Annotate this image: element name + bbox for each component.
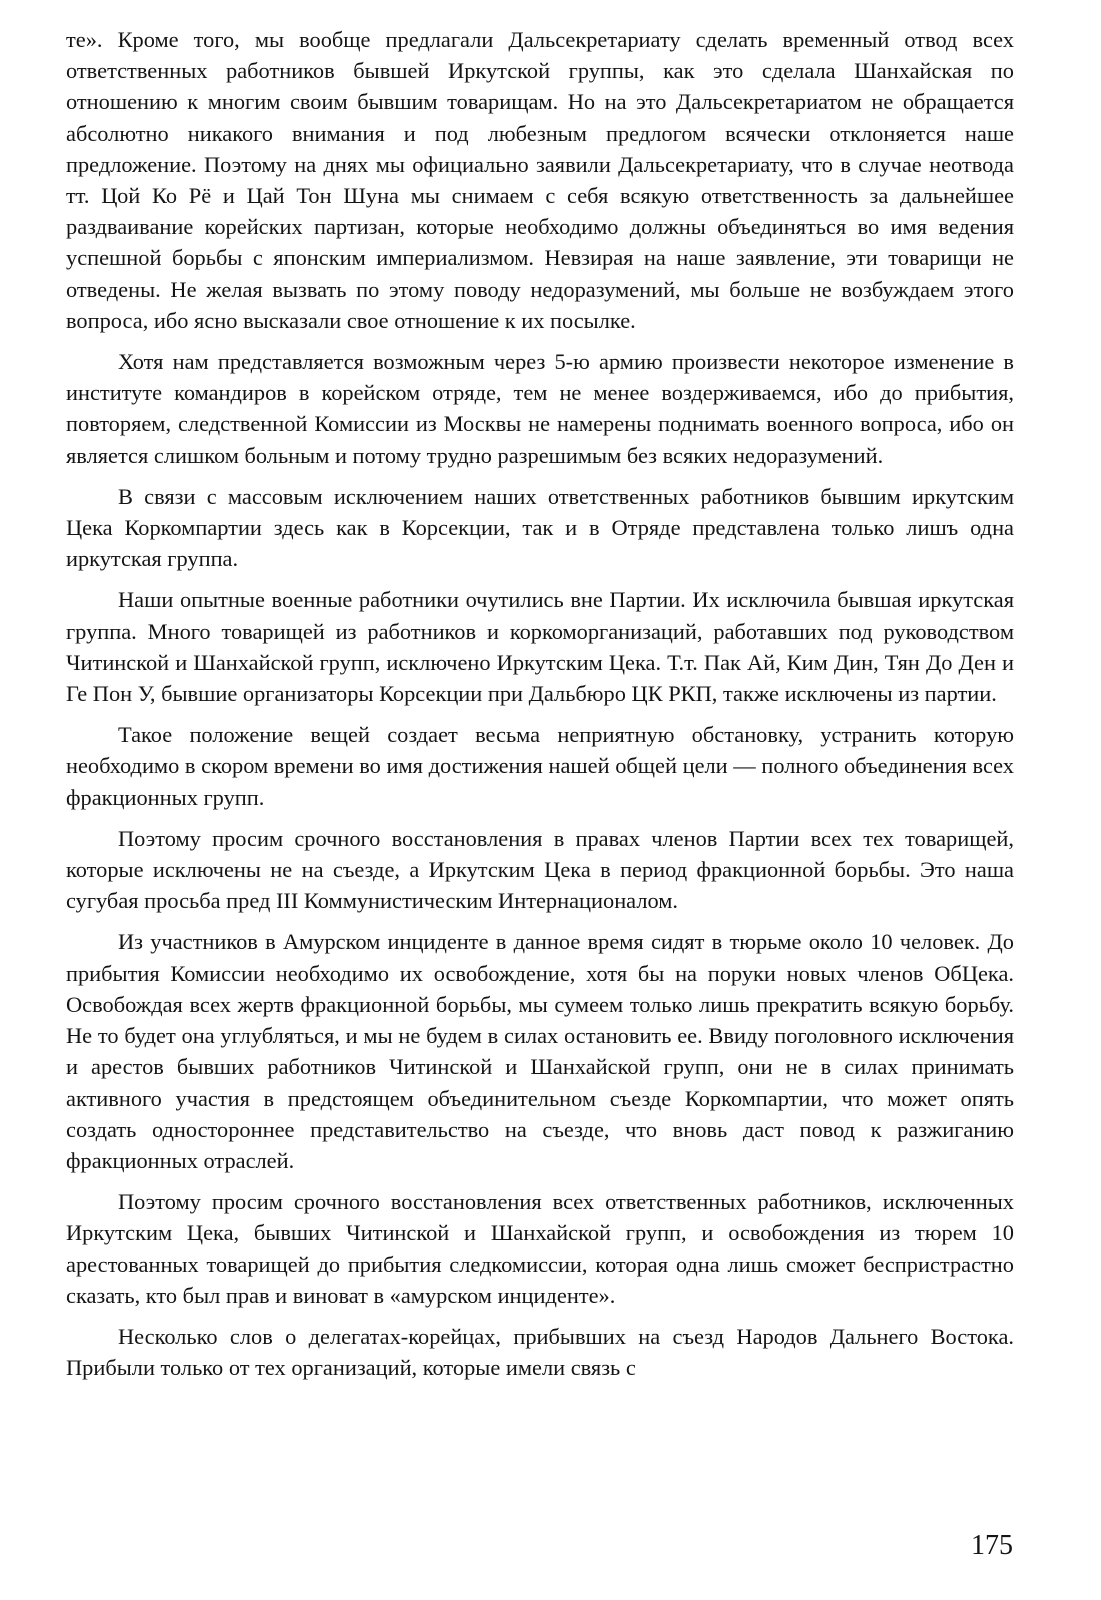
- paragraph: Хотя нам представляется возможным через 5-ю армию произвести некоторое изменение в институте командиров в корейском отряде, тем не менее воздерживаемся, ибо до прибытия, повторяем, следственной Комиссии из Москвы не намерены поднимать военного вопроса, ибо он является слишком больным и потому трудно разрешимым без всяких недоразумений.: [66, 349, 1014, 468]
- page-number: 175: [971, 1530, 1013, 1561]
- paragraph: Из участников в Амурском инциденте в данное время сидят в тюрьме около 10 человек. До прибытия Комиссии необходимо их освобождение, хотя бы на поруки новых членов ОбЦека. Освобождая всех жертв фракционной борьбы, мы сумеем только лишь прекратить всякую борьбу. Не то будет она углубляться, и мы не будем в силах остановить ее. Ввиду поголовного исключения и арестов бывших работников Читинской и Шанхайской групп, они не в силах принимать активного участия в предстоящем объединительном съезде Коркомпартии, что может опять создать одностороннее представительство на съезде, что вновь даст повод к разжиганию фракционных отраслей.: [66, 929, 1014, 1173]
- paragraph: Такое положение вещей создает весьма неприятную обстановку, устранить которую необходимо в скором времени во имя достижения нашей общей цели — полного объединения всех фракционных групп.: [66, 722, 1014, 810]
- paragraph: В связи с массовым исключением наших ответственных работников бывшим иркутским Цека Коркомпартии здесь как в Корсекции, так и в Отряде представлена только лишъ одна иркутская группа.: [66, 483, 1014, 572]
- paragraph: Наши опытные военные работники очутились вне Партии. Их исключила бывшая иркутская группа. Много товарищей из работников и коркоморганизаций, работавших под руководством Читинской и Шанхайской групп, исключено Иркутским Цека. Т.т. Пак Ай, Ким Дин, Тян До Ден и Ге Пон У, бывшие организаторы Корсекции при Дальбюро ЦК РКП, также исключены из партии.: [66, 587, 1014, 707]
- paragraph: Поэтому просим срочного восстановления в правах членов Партии всех тех товарищей, которые исключены не на съезде, а Иркутским Цека в период фракционной борьбы. Это наша сугубая просьба пред III Коммунистическим Интернационалом.: [66, 825, 1014, 914]
- paragraph: Несколько слов о делегатах-корейцах, прибывших на съезд Народов Дальнего Востока. Прибыли только от тех организаций, которые имели связь с: [66, 1323, 1014, 1381]
- paragraph: Поэтому просим срочного восстановления всех ответственных работников, исключенных Иркутским Цека, бывших Читинской и Шанхайской групп, и освобождения из тюрем 10 арестованных товарищей до прибытия следкомиссии, которая одна лишь сможет беспристрастно сказать, кто был прав и виноват в «амурском инциденте».: [66, 1189, 1014, 1308]
- document-body: [66, 24, 1014, 1393]
- paragraph: те». Кроме того, мы вообще предлагали Дальсекретариату сделать временный отвод всех ответственных работников бывшей Иркутской группы, как это сделала Шанхайская по отношению к многим своим бывшим товарищам. Но на это Дальсекретариатом не обращается абсолютно никакого внимания и под любезным предлогом всячески отклоняется наше предложение. Поэтому на днях мы официально заявили Дальсекретариату, что в случае неотвода тт. Цой Ко Рё и Цай Тон Шуна мы снимаем с себя всякую ответственность за дальнейшее раздваивание корейских партизан, которые необходимо должны объединяться во имя ведения успешной борьбы с японским империализмом. Невзирая на наше заявление, эти товарищи не отведены. Не желая вызвать по этому поводу недоразумений, мы больше не возбуждаем этого вопроса, ибо ясно высказали свое отношение к их посылке.: [66, 27, 1014, 333]
